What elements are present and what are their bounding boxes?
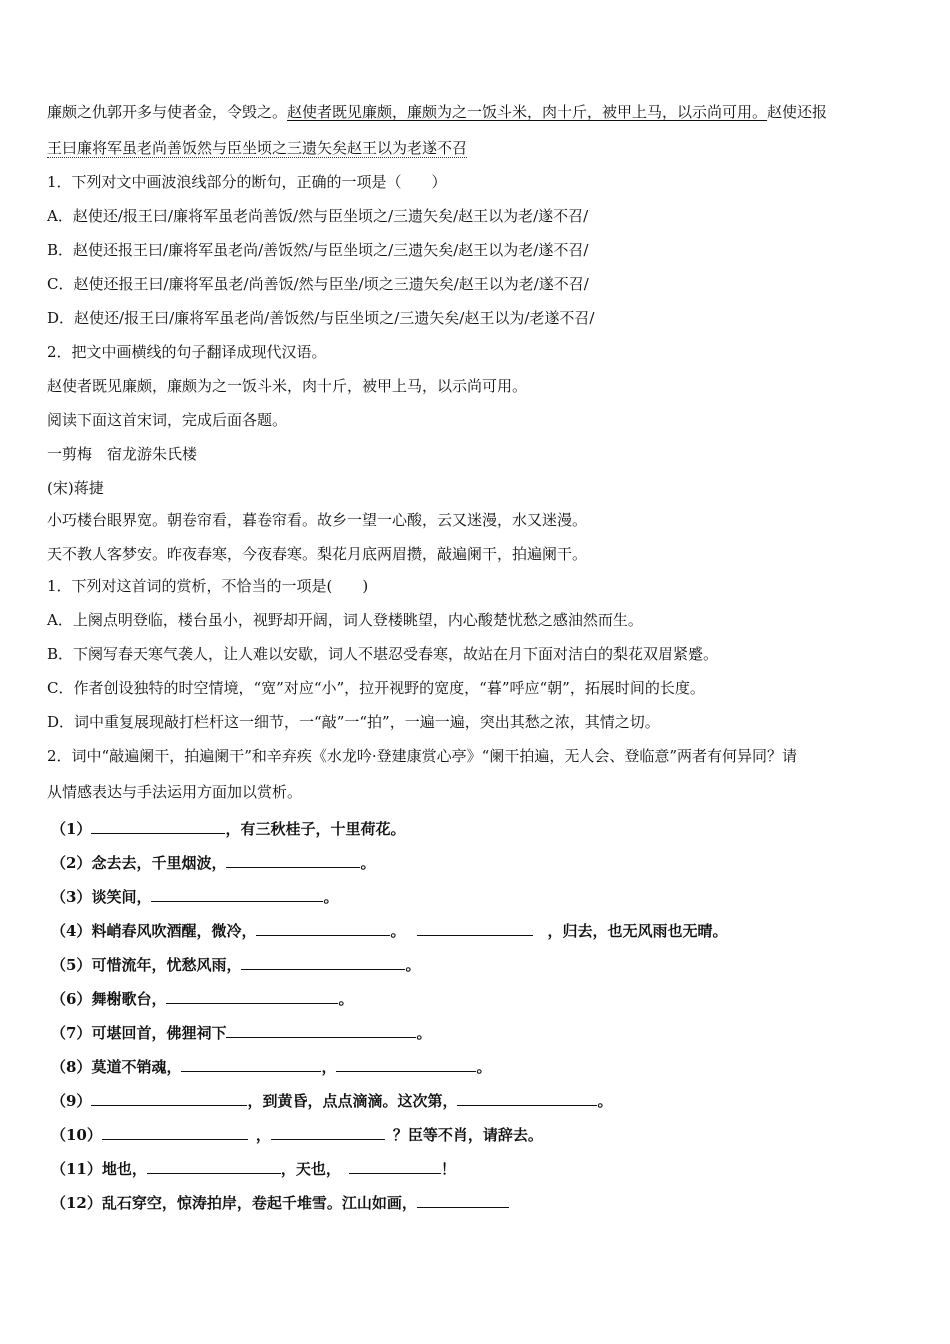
answer-blank[interactable] bbox=[151, 886, 323, 902]
fill-item-number: （10） bbox=[51, 1126, 102, 1144]
wavy-underlined-text: 王曰廉将军虽老尚善饭然与臣坐顷之三遗矢矣赵王以为老遂不召 bbox=[47, 139, 468, 157]
fill-item-number: （9） bbox=[51, 1092, 92, 1110]
question-3-option-b: B．下阕写春天寒气袭人，让人难以安歇，词人不堪忍受春寒，故站在月下面对洁白的梨花双眉紧蹙。 bbox=[47, 645, 719, 663]
underlined-sentence: 赵使者既见廉颇，廉颇为之一饭斗米，肉十斤，被甲上马，以示尚可用。 bbox=[287, 103, 768, 121]
fill-item-number: （7） bbox=[51, 1024, 92, 1042]
question-4-line-1: 2．词中“敲遍阑干，拍遍阑干”和辛弃疾《水龙吟·登建康赏心亭》“阑干拍遍，无人会、登临意”两者有何异同？请 bbox=[47, 747, 797, 765]
answer-blank[interactable] bbox=[457, 1090, 597, 1106]
poem-line-2: 天不教人客梦安。昨夜春寒，今夜春寒。梨花月底两眉攒，敲遍阑干，拍遍阑干。 bbox=[47, 545, 588, 563]
poem-title: 一剪梅 宿龙游朱氏楼 bbox=[47, 445, 198, 463]
question-1-option-b: B．赵使还报王曰/廉将军虽老尚/善饭然/与臣坐顷之/三遗矢矣/赵王以为老/遂不召/ bbox=[47, 241, 589, 259]
fill-item-4: （4）料峭春风吹酒醒，微冷， 。 ，归去，也无风雨也无晴。 bbox=[51, 922, 728, 940]
answer-blank[interactable] bbox=[226, 1022, 416, 1038]
fill-item-10: （10） ， ？臣等不肖，请辞去。 bbox=[51, 1126, 543, 1144]
answer-blank[interactable] bbox=[181, 1056, 321, 1072]
poem-line-1: 小巧楼台眼界宽。朝卷帘看，暮卷帘看。故乡一望一心酸，云又迷漫，水又迷漫。 bbox=[47, 511, 588, 529]
question-3-stem: 1．下列对这首词的赏析，不恰当的一项是( ) bbox=[47, 577, 369, 595]
answer-blank[interactable] bbox=[91, 818, 225, 834]
question-4-line-2: 从情感表达与手法运用方面加以赏析。 bbox=[47, 783, 303, 801]
answer-blank[interactable] bbox=[336, 1056, 476, 1072]
fill-item-11: （11）地也， ，天也， ！ bbox=[51, 1160, 456, 1178]
answer-blank[interactable] bbox=[226, 852, 360, 868]
answer-blank[interactable] bbox=[147, 1158, 281, 1174]
question-1-option-c: C．赵使还报王曰/廉将军虽老/尚善饭/然与臣坐/顷之三遗矢矣/赵王以为老/遂不召/ bbox=[47, 275, 589, 293]
passage-line-2 bbox=[47, 138, 467, 159]
answer-blank[interactable] bbox=[417, 920, 533, 936]
poem-author: (宋)蒋捷 bbox=[47, 479, 104, 497]
question-1-stem: 1．下列对文中画波浪线部分的断句，正确的一项是（ ） bbox=[47, 173, 447, 191]
fill-item-6: （6）舞榭歌台， 。 bbox=[51, 990, 354, 1008]
fill-item-5: （5）可惜流年，忧愁风雨， 。 bbox=[51, 956, 421, 974]
fill-item-number: （2） bbox=[51, 854, 92, 872]
answer-blank[interactable] bbox=[271, 1124, 385, 1140]
answer-blank[interactable] bbox=[166, 988, 338, 1004]
question-1-option-d: D．赵使还/报王曰/廉将军虽老尚/善饭然/与臣坐顷之/三遗矢矣/赵王以为/老遂不召/ bbox=[47, 309, 595, 327]
fill-item-2: （2）念去去，千里烟波， 。 bbox=[51, 854, 376, 872]
fill-item-12: （12）乱石穿空，惊涛拍岸，卷起千堆雪。江山如画， bbox=[51, 1192, 509, 1214]
fill-item-number: （12） bbox=[51, 1194, 102, 1212]
fill-item-number: （6） bbox=[51, 990, 92, 1008]
question-3-option-d: D．词中重复展现敲打栏杆这一细节，一“敲”一“拍”，一遍一遍，突出其愁之浓，其情之切。 bbox=[47, 713, 660, 731]
poem-intro: 阅读下面这首宋词，完成后面各题。 bbox=[47, 411, 288, 429]
fill-item-1: （1） ，有三秋桂子，十里荷花。 bbox=[51, 820, 406, 838]
question-1-option-a: A．赵使还/报王曰/廉将军虽老尚善饭/然与臣坐顷之/三遗矢矣/赵王以为老/遂不召/ bbox=[47, 207, 589, 225]
question-3-option-a: A．上阕点明登临，楼台虽小，视野却开阔，词人登楼眺望，内心酸楚忧愁之感油然而生。 bbox=[47, 611, 643, 629]
answer-blank[interactable] bbox=[349, 1158, 441, 1174]
passage-plain-text: 廉颇之仇郭开多与使者金，令毁之。 bbox=[47, 103, 288, 121]
fill-item-9: （9） ，到黄昏，点点滴滴。这次第， 。 bbox=[51, 1092, 613, 1110]
fill-item-number: （11） bbox=[51, 1160, 102, 1178]
question-2-sentence: 赵使者既见廉颇，廉颇为之一饭斗米，肉十斤，被甲上马，以示尚可用。 bbox=[47, 377, 528, 395]
fill-item-3: （3）谈笑间， 。 bbox=[51, 888, 339, 906]
answer-blank[interactable] bbox=[256, 920, 390, 936]
question-2-stem: 2．把文中画横线的句子翻译成现代汉语。 bbox=[47, 343, 327, 361]
answer-blank[interactable] bbox=[91, 1090, 247, 1106]
answer-blank[interactable] bbox=[102, 1124, 248, 1140]
answer-blank[interactable] bbox=[417, 1192, 509, 1208]
answer-blank[interactable] bbox=[241, 954, 405, 970]
fill-item-8: （8）莫道不销魂， ， 。 bbox=[51, 1058, 492, 1076]
fill-item-number: （1） bbox=[51, 820, 92, 838]
fill-item-number: （4） bbox=[51, 922, 92, 940]
passage-line-1 bbox=[47, 102, 827, 123]
fill-item-number: （3） bbox=[51, 888, 92, 906]
question-3-option-c: C．作者创设独特的时空情境，“宽”对应“小”，拉开视野的宽度，“暮”呼应“朝”，拓展时间的长度。 bbox=[47, 679, 705, 697]
fill-item-number: （8） bbox=[51, 1058, 92, 1076]
passage-tail-text: 赵使还报 bbox=[767, 103, 828, 121]
fill-item-number: （5） bbox=[51, 956, 92, 974]
fill-item-7: （7）可堪回首，佛狸祠下 。 bbox=[51, 1024, 432, 1042]
